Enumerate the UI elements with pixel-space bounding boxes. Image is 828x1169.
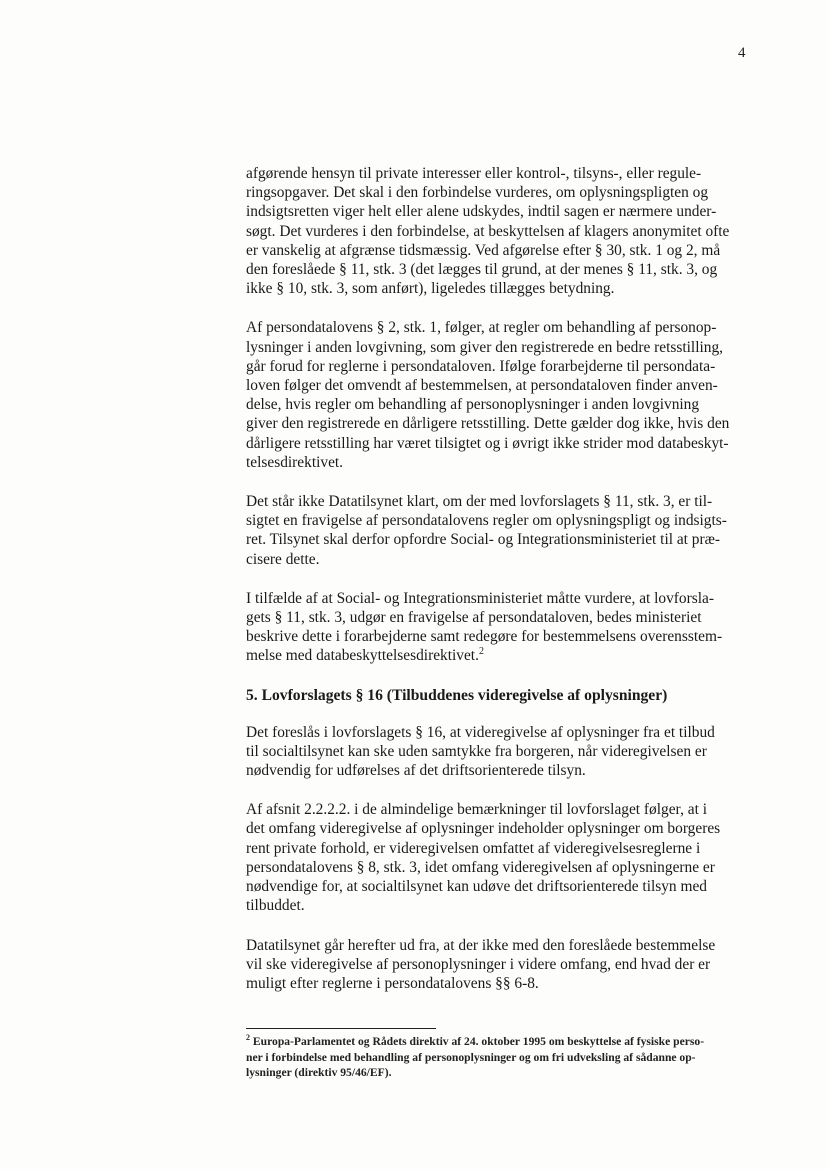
body-text bbox=[246, 164, 748, 1013]
section-heading: 5. Lovforslagets § 16 (Tilbuddenes videregivelse af oplysninger) bbox=[246, 686, 668, 704]
section-paragraph-3 bbox=[246, 936, 748, 994]
text-line: ret. Tilsynet skal derfor opfordre Social- og Integrationsministeriet til at præ- bbox=[246, 531, 721, 549]
text-line: Datatilsynet går herefter ud fra, at der ikke med den foreslåede bestemmelse bbox=[246, 936, 716, 954]
text-line: sigtet en fravigelse af persondatalovens regler om oplysningspligt og indsigts- bbox=[246, 512, 727, 530]
paragraph-1 bbox=[246, 164, 748, 298]
page-number: 4 bbox=[738, 45, 746, 61]
text-line: loven følger det omvendt af bestemmelsen, at persondataloven finder anven- bbox=[246, 377, 718, 395]
text-line: Af persondatalovens § 2, stk. 1, følger, at regler om behandling af personop- bbox=[246, 319, 717, 337]
text-line: lysninger i anden lovgivning, som giver den registrerede en bedre retsstilling, bbox=[246, 338, 723, 356]
text-line: muligt efter reglerne i persondatalovens §§ 6-8. bbox=[246, 974, 539, 992]
text-line: gets § 11, stk. 3, udgør en fravigelse af persondataloven, bedes ministeriet bbox=[246, 609, 702, 627]
paragraph-3 bbox=[246, 492, 748, 569]
footnote-reference: 2 bbox=[478, 646, 484, 658]
text-line: den foreslåede § 11, stk. 3 (det lægges til grund, at der menes § 11, stk. 3, og bbox=[246, 261, 718, 279]
text-line: melse med databeskyttelsesdirektivet. bbox=[246, 647, 479, 665]
text-line: I tilfælde af at Social- og Integrationsministeriet måtte vurdere, at lovforsla- bbox=[246, 589, 714, 607]
paragraph-2 bbox=[246, 318, 748, 472]
text-line: tilbuddet. bbox=[246, 897, 305, 915]
section-paragraph-2 bbox=[246, 800, 748, 915]
text-line: nødvendig for udførelses af det driftsorienterede tilsyn. bbox=[246, 762, 586, 780]
text-line: Det foreslås i lovforslagets § 16, at videregivelse af oplysninger fra et tilbud bbox=[246, 723, 715, 741]
footnote-line: ner i forbindelse med behandling af personoplysninger og om fri udveksling af sådanne op- bbox=[246, 1050, 696, 1064]
text-line: rent private forhold, er videregivelsen omfattet af videregivelsesreglerne i bbox=[246, 839, 701, 857]
text-line: cisere dette. bbox=[246, 550, 320, 568]
text-line: Af afsnit 2.2.2.2. i de almindelige bemærkninger til lovforslaget følger, at i bbox=[246, 801, 707, 819]
section-paragraph-1 bbox=[246, 723, 748, 781]
footnote-line: lysninger (direktiv 95/46/EF). bbox=[246, 1066, 392, 1080]
footnote bbox=[246, 1034, 746, 1081]
text-line: nødvendige for, at socialtilsynet kan udøve det driftsorienterede tilsyn med bbox=[246, 878, 707, 896]
footnote-line: Europa-Parlamentet og Rådets direktiv af 24. oktober 1995 om beskyttelse af fysiske perso- bbox=[252, 1035, 705, 1048]
text-line: telsesdirektivet. bbox=[246, 453, 344, 471]
text-line: ringsopgaver. Det skal i den forbindelse vurderes, om oplysningspligten og bbox=[246, 184, 709, 202]
text-line: beskrive dette i forarbejderne samt redegøre for bestemmelsens overensstem- bbox=[246, 628, 723, 646]
text-line: dårligere retsstilling har været tilsigtet og i øvrigt ikke strider mod databeskyt- bbox=[246, 434, 729, 452]
footnote-divider bbox=[246, 1028, 436, 1029]
text-line: persondatalovens § 8, stk. 3, idet omfang videregivelsen af oplysningerne er bbox=[246, 858, 715, 876]
text-line: er vanskelig at afgrænse tidsmæssig. Ved afgørelse efter § 30, stk. 1 og 2, må bbox=[246, 241, 721, 259]
text-line: søgt. Det vurderes i den forbindelse, at beskyttelsen af klagers anonymitet ofte bbox=[246, 222, 730, 240]
text-line: Det står ikke Datatilsynet klart, om der med lovforslagets § 11, stk. 3, er til- bbox=[246, 493, 713, 511]
text-line: til socialtilsynet kan ske uden samtykke fra borgeren, når videregivelsen er bbox=[246, 742, 707, 760]
text-line: går forud for reglerne i persondataloven. Ifølge forarbejderne til persondata- bbox=[246, 357, 716, 375]
text-line: afgørende hensyn til private interesser eller kontrol-, tilsyns-, eller regule- bbox=[246, 165, 702, 182]
text-line: giver den registrerede en dårligere retsstilling. Dette gælder dog ikke, hvis den bbox=[246, 415, 730, 433]
text-line: indsigtsretten viger helt eller alene udskydes, indtil sagen er nærmere under- bbox=[246, 203, 717, 221]
paragraph-4 bbox=[246, 589, 748, 666]
text-line: vil ske videregivelse af personoplysninger i videre omfang, end hvad der er bbox=[246, 955, 711, 973]
text-line: delse, hvis regler om behandling af personoplysninger i anden lovgivning bbox=[246, 396, 700, 414]
text-line: det omfang videregivelse af oplysninger indeholder oplysninger om borgeres bbox=[246, 820, 721, 838]
footnote-marker: 2 bbox=[246, 1033, 250, 1043]
text-line: ikke § 10, stk. 3, som anført), ligeledes tillægges betydning. bbox=[246, 280, 615, 298]
